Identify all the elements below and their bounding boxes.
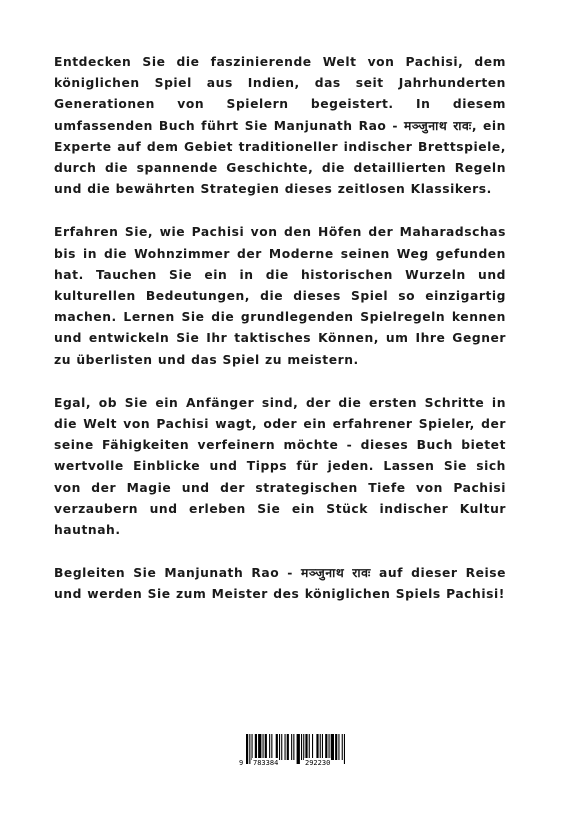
barcode-bar xyxy=(342,734,343,760)
barcode-bar xyxy=(255,734,257,760)
barcode-bar xyxy=(305,734,307,760)
barcode-bar xyxy=(291,734,292,760)
barcode-bar xyxy=(322,734,323,760)
blurb-paragraph-3: Egal, ob Sie ein Anfänger sind, der die ersten Schritte in die Welt von Pachisi wagt, oder ein erfahrener Spieler, der seine Fähigkeiten verfeinern möchte - dieses Buch bietet wertvolle Einblicke und Tipps für jeden. Lassen Sie sich von der Magie und der strategischen Tiefe von Pachisi verzaubern und erleben Sie ein Stück indischer Kultur hautnah. xyxy=(54,395,506,538)
barcode-bar xyxy=(320,734,321,760)
barcode-bar xyxy=(265,734,267,760)
barcode-left-group: 783384 xyxy=(253,759,279,767)
blurb-paragraph-4: Begleiten Sie Manjunath Rao - मञ्जुनाथ रावः auf dieser Reise und werden Sie zum Meister des königlichen Spiels Pachisi! xyxy=(54,566,506,602)
barcode-right-group: 292230 xyxy=(305,759,331,767)
back-cover-blurb xyxy=(54,52,506,628)
barcode-bar xyxy=(335,734,337,760)
barcode-bar xyxy=(316,734,318,760)
barcode-bar xyxy=(281,734,282,760)
barcode-bar xyxy=(276,734,278,760)
barcode-bar xyxy=(269,734,270,760)
barcode-bar xyxy=(309,734,310,760)
isbn-barcode xyxy=(238,734,356,768)
barcode-lead-digit: 9 xyxy=(239,759,244,767)
barcode-bar xyxy=(287,734,289,760)
barcode-bar xyxy=(263,734,264,760)
barcode-bar xyxy=(279,734,280,760)
barcode-bar xyxy=(329,734,330,760)
barcode-bar xyxy=(293,734,294,760)
barcode-bar xyxy=(325,734,327,760)
barcode-bar xyxy=(301,734,302,760)
barcode-bar xyxy=(303,734,304,760)
barcode-bar xyxy=(271,734,272,760)
barcode-bar xyxy=(258,734,261,760)
barcode-bar xyxy=(331,734,334,760)
barcode-bar xyxy=(312,734,313,760)
blurb-paragraph-1: Entdecken Sie die faszinierende Welt von Pachisi, dem königlichen Spiel aus Indien, das seit Jahrhunderten Generationen von Spielern begeistert. In diesem umfassenden Buch führt Sie Manjunath Rao - मञ्जुनाथ रावः, ein Experte auf dem Gebiet traditioneller indischer Brettspiele, durch die spannende Geschichte, die detaillierten Regeln und die bewährten Strategien dieses zeitlosen Klassikers. xyxy=(54,55,506,197)
barcode-bar xyxy=(285,734,286,760)
barcode-digits xyxy=(238,758,356,768)
barcode-bar xyxy=(252,734,253,760)
blurb-paragraph-2: Erfahren Sie, wie Pachisi von den Höfen der Maharadschas bis in die Wohnzimmer der Moderne seinen Weg gefunden hat. Tauchen Sie ein in die historischen Wurzeln und kulturellen Bedeutungen, die dieses Spiel so einzigartig machen. Lernen Sie die grundlegenden Spielregeln kennen und entwickeln Sie Ihr taktisches Können, um Ihre Gegner zu überlisten und das Spiel zu meistern. xyxy=(54,225,506,367)
barcode-bar xyxy=(338,734,339,760)
